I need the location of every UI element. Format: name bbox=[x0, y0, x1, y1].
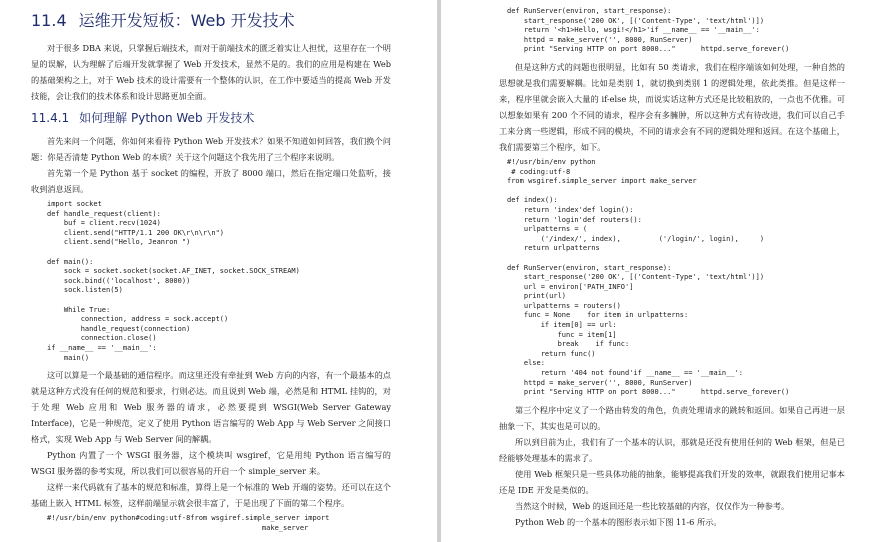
left-page bbox=[0, 0, 437, 542]
paragraph-figure-ref: Python Web 的一个基本的图形表示如下图 11-6 所示。 bbox=[515, 516, 722, 527]
paragraph-socket-intro: 首先第一个是 Python 基于 socket 的编程，开放了 8000 端口，然后在指定端口处监听，接收到消息返回。 bbox=[31, 168, 391, 194]
paragraph-wsgi: 这可以算是一个最基础的通信程序。而这里还没有牵扯到 Web 方向的内容，有一个最基本的点就是这种方式没有任何的规范和要求，行则必达。而且说到 Web 端，必然是和 HTML 挂钩的，对于处理 Web 应用和 Web 服务器的请求，必然要提到 WSGI(Web Server Gateway Interface)，它是一种规范，定义了使用 Python 语言编写的 Web App 与 Web Server 之间接口格式，实现 Web App 与 Web Server 间的解耦。 bbox=[31, 370, 391, 445]
subsection-heading bbox=[31, 110, 391, 126]
code-block-wsgi-header: #!/usr/bin/env python#coding:utf-8from wsgiref.simple_server import make_server bbox=[47, 514, 330, 532]
paragraph-decoupling: 但是这种方式的问题也很明显，比如有 50 类请求，我们在程序端该如何处理，一种自然的思想就是我们需要解耦。比如是类别 1，就切换到类别 1 的逻辑处理，依此类推。但是这样一来，程序里就会嵌入大量的 if-else 块，而说实话这种方式还是比较粗放的，一点也不优雅。可以想象如果有 200 个不同的请求，程序会有多臃肿，所以这种方式有待改进，我们可以自己手工来分离一些逻辑，形成不同的模块，不同的请求会有不同的逻辑处理和返回。在这个基础上，我们需要第三个程序，如下。 bbox=[499, 61, 845, 152]
right-page bbox=[441, 0, 883, 542]
code-block-runserver: def RunServer(environ, start_response): start_response('200 OK', [('Content-Type', 'text/html')]) return '<h1>Hello, wsgi!</h1>'if __name__ == '__main__': httpd = make_server('', 8000, RunServer) print "Serving HTTP on port 8000..." httpd.serve_forever() bbox=[507, 7, 790, 54]
intro-paragraph: 对于很多 DBA 来说，只掌握后端技术，而对于前端技术的匮乏着实让人担忧，这里存在一个明显的误解，认为理解了后端开发就掌握了 Web 开发技术，显然不是的。我们的应用是构建在 Web 的基础架构之上，对于 Web 技术的设计需要有一个整体的认识，在工作中要适当的提高 Web 开发技能，会让我们的技术体系和设计思路更加全面。 bbox=[31, 43, 391, 101]
paragraph-wsgiref: Python 内置了一个 WSGI 服务器，这个模块叫 wsgiref，它是用纯 Python 语言编写的 WSGI 服务器的参考实现，所以我们可以很容易的开启一个 simple_server 来。 bbox=[31, 450, 391, 477]
section-heading bbox=[31, 10, 391, 32]
paragraph-second-program: 这样一来代码就有了基本的规范和标准，算得上是一个标准的 Web 开端的姿势。还可以在这个基础上嵌入 HTML 标签，这样前端显示就会很丰富了，于是出现了下面的第二个程序。 bbox=[31, 482, 391, 509]
section-number: 11.4 bbox=[31, 11, 67, 30]
paragraph-no-framework: 所以到目前为止，我们有了一个基本的认识，那就是还没有使用任何的 Web 框架，但是已经能够处理基本的需求了。 bbox=[499, 436, 845, 463]
subsection-title: 如何理解 Python Web 开发技术 bbox=[79, 111, 255, 125]
paragraph-framework-abstraction: 使用 Web 框架只是一些具体功能的抽象，能够提高我们开发的效率，就跟我们使用记事本还是 IDE 开发是类似的。 bbox=[499, 468, 845, 495]
subsection-number: 11.4.1 bbox=[31, 111, 70, 125]
code-block-router: #!/usr/bin/env python # coding:utf-8 from wsgiref.simple_server import make_server def index(): return 'index'def login(): return 'login'def routers(): urlpatterns = ( ('/index/', index), ('/login/', login), ) return urlpatterns def RunServer(environ, start_response): start_response('200 OK', [('Content-Type', 'text/html')]) url = environ['PATH_INFO'] print(url) urlpatterns = routers() func = None for item in urlpatterns: if item[0] == url: func = item[1] break if func: return func() else: return '404 not found'if __name__ == '__main__': httpd = make_server('', 8000, RunServer) print "Serving HTTP on port 8000..." httpd.serve_forever() bbox=[507, 157, 790, 397]
paragraph-router-role: 第三个程序中定义了一个路由转发的角色，负责处理请求的跳转和返回。如果自己再进一层抽象一下，其实也是可以的。 bbox=[499, 404, 845, 431]
section-title: 运维开发短板：Web 开发技术 bbox=[78, 11, 295, 30]
code-block-socket: import socket def handle_request(client): buf = client.recv(1024) client.send("HTTP/1.1 200 OK\r\n\r\n") client.send("Hello, Jeanron ") def main(): sock = socket.socket(socket.AF_INET, socket.SOCK_STREAM) sock.bind(('localhost', 8000)) sock.listen(5) While True: connection, address = sock.accept() handle_request(connection) connection.close() if __name__ == '__main__': main() bbox=[47, 200, 300, 362]
paragraph-question: 首先来问一个问题，你如何来看待 Python Web 开发技术？如果不知道如何回答，我们换个问题：你是否清楚 Python Web 的本质？关于这个问题这个我先用了三个程序来说明。 bbox=[31, 136, 391, 162]
paragraph-basic-content: 当然这个时候，Web 的返回还是一些比较基础的内容，仅仅作为一种参考。 bbox=[515, 500, 790, 511]
